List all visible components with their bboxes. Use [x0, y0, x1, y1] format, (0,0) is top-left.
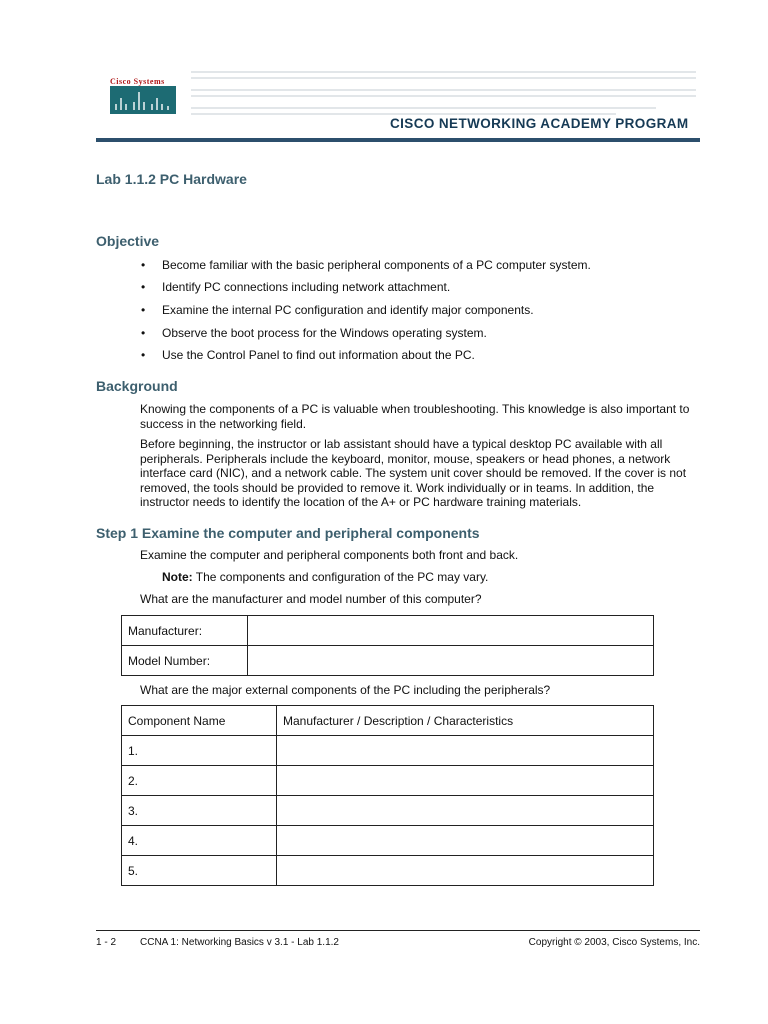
bullet-icon: • [141, 326, 146, 340]
footer-course: CCNA 1: Networking Basics v 3.1 - Lab 1.1.2 [140, 937, 339, 948]
table-row [122, 766, 654, 796]
objective-item: • Observe the boot process for the Windows operating system. [141, 326, 487, 340]
background-paragraph: Before beginning, the instructor or lab assistant should have a typical desktop PC available with all peripherals. Peripherals include the keyboard, monitor, mouse, speakers or head phones, a network interface card (NIC), and a network cable. The system unit cover should be removed. If the cover is not removed, the tools should be provided to remove it. Work individually or in teams. In addition, the instructor needs to identify the location of the A+ or PC hardware training materials. [140, 437, 687, 509]
table-row [122, 826, 654, 856]
component-number: 1. [122, 736, 277, 766]
components-table [121, 705, 654, 886]
component-answer-cell[interactable] [277, 796, 654, 826]
column-header: Component Name [122, 706, 277, 736]
step1-heading: Step 1 Examine the computer and peripheral components [96, 525, 480, 541]
component-answer-cell[interactable] [277, 856, 654, 886]
question-external-components: What are the major external components of the PC including the peripherals? [140, 683, 551, 697]
model-number-label: Model Number: [122, 646, 248, 676]
header-watermark-band [96, 64, 700, 144]
model-number-answer-cell[interactable] [248, 646, 654, 676]
table-row [122, 856, 654, 886]
table-row [122, 796, 654, 826]
objective-item: • Become familiar with the basic peripheral components of a PC computer system. [141, 258, 591, 272]
background-heading: Background [96, 378, 178, 394]
table-row [122, 616, 654, 646]
component-answer-cell[interactable] [277, 826, 654, 856]
table-row [122, 646, 654, 676]
question-manufacturer: What are the manufacturer and model number of this computer? [140, 592, 482, 606]
footer-copyright: Copyright © 2003, Cisco Systems, Inc. [528, 937, 700, 948]
manufacturer-label: Manufacturer: [122, 616, 248, 646]
component-number: 4. [122, 826, 277, 856]
bullet-icon: • [141, 258, 146, 272]
computer-info-table [121, 615, 654, 676]
lab-title: Lab 1.1.2 PC Hardware [96, 171, 247, 187]
footer-rule [96, 930, 700, 931]
bullet-icon: • [141, 280, 146, 294]
note-label: Note: [162, 570, 193, 584]
table-header-row [122, 706, 654, 736]
cisco-bridge-logo-icon [110, 76, 180, 116]
footer-page-number: 1 - 2 [96, 937, 117, 948]
program-title: CISCO NETWORKING ACADEMY PROGRAM [390, 116, 689, 131]
component-number: 5. [122, 856, 277, 886]
component-answer-cell[interactable] [277, 736, 654, 766]
cisco-logo-wordmark: Cisco Systems [110, 77, 165, 86]
objective-item: • Use the Control Panel to find out information about the PC. [141, 348, 475, 362]
objective-item: • Identify PC connections including network attachment. [141, 280, 451, 294]
objective-heading: Objective [96, 233, 160, 249]
step1-intro: Examine the computer and peripheral components both front and back. [140, 548, 519, 562]
step1-note [162, 570, 488, 584]
bullet-icon: • [141, 303, 146, 317]
note-text: The components and configuration of the PC may vary. [192, 570, 489, 584]
component-number: 3. [122, 796, 277, 826]
table-row [122, 736, 654, 766]
manufacturer-answer-cell[interactable] [248, 616, 654, 646]
background-paragraph: Knowing the components of a PC is valuable when troubleshooting. This knowledge is also important to success in the networking field. [140, 402, 690, 431]
column-header: Manufacturer / Description / Characteristics [277, 706, 654, 736]
header-rule [96, 138, 700, 142]
component-number: 2. [122, 766, 277, 796]
bullet-icon: • [141, 348, 146, 362]
objective-item: • Examine the internal PC configuration and identify major components. [141, 303, 534, 317]
component-answer-cell[interactable] [277, 766, 654, 796]
